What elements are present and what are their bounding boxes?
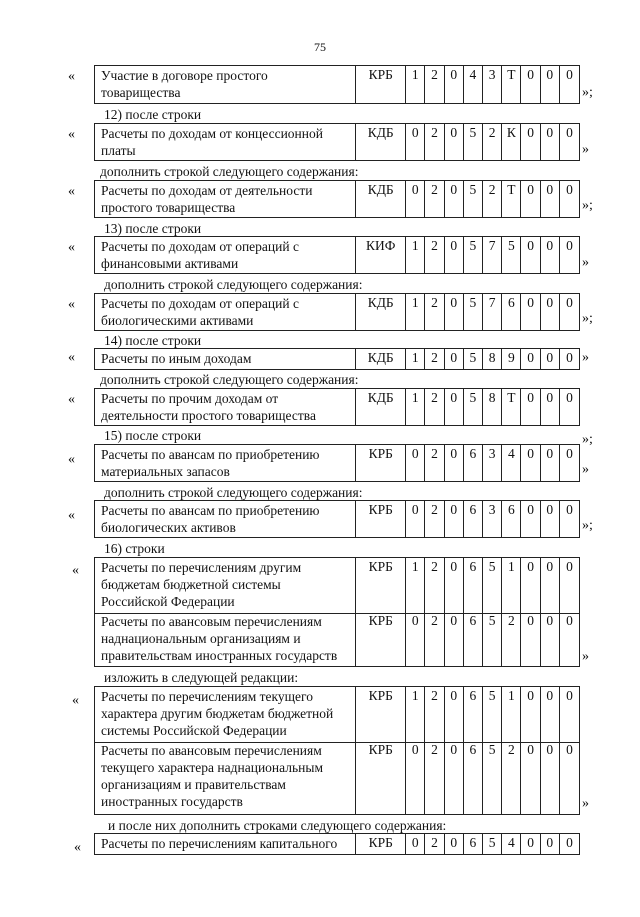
open-quote: « [68,392,75,407]
row-description: Расчеты по прочим доходам от деятельности простого товарищества [95,389,356,425]
table-row [94,180,580,218]
code-digit: 0 [445,612,464,666]
open-quote: « [68,508,75,523]
code-digit: 5 [464,124,483,160]
code-digit: 4 [464,66,483,103]
close-quote: »; [582,432,593,447]
instruction-line: и после них дополнить строками следующего содержания: [108,818,447,833]
code-digit: 0 [566,390,573,405]
code-digit: 6 [464,687,483,742]
code-digit: 0 [521,834,540,854]
code-digit: 0 [541,66,560,103]
code-digit: 0 [445,687,464,742]
row-code: КДБ [356,124,406,160]
instruction-line: 14) после строки [104,333,202,348]
code-digit: 3 [483,501,502,537]
code-digit: 2 [502,741,521,814]
code-digit: 0 [541,501,560,537]
close-quote: » [582,142,589,157]
code-digit: 5 [483,558,502,613]
instruction-line: 13) после строки [104,221,202,236]
row-description: Расчеты по перечислениям текущего характера другим бюджетам бюджетной системы Российской Федерации [95,687,356,742]
code-digit: 0 [445,445,464,481]
code-digit: 2 [425,349,444,369]
table-row [94,293,580,331]
code-digit: 0 [406,834,425,854]
row-description: Расчеты по доходам от концессионной платы [95,124,356,160]
code-digit: 2 [425,66,444,103]
close-quote: »; [582,311,593,326]
code-digit: 0 [541,181,560,217]
close-quote: » [582,796,589,811]
code-digit: 0 [541,445,560,481]
open-quote: « [68,184,75,199]
code-digit: 0 [521,687,540,742]
code-digit: 6 [464,741,483,814]
row-description: Расчеты по авансовым перечислениям наднациональным организациям и правительствам иностранных государств [95,612,356,666]
row-code: КРБ [356,834,406,854]
code-digit: 6 [464,558,483,613]
close-quote: »; [582,85,593,100]
code-digit: 2 [425,389,444,425]
row-code: КДБ [356,389,406,425]
code-digit: 0 [566,688,573,703]
code-digit: 0 [445,389,464,425]
code-digit: Т [502,181,521,217]
code-digit: 2 [425,501,444,537]
code-digit: 2 [425,294,444,330]
code-digit: 2 [425,237,444,273]
code-digit: 0 [541,558,560,613]
code-digit: 0 [406,741,425,814]
code-digit: 0 [406,501,425,537]
table-row [94,388,580,426]
code-digit: 0 [541,687,560,742]
code-digit: 1 [406,237,425,273]
code-digit: 0 [541,124,560,160]
instruction-line: 15) после строки [104,428,202,443]
code-digit: 1 [406,389,425,425]
code-digit: 0 [566,559,573,574]
code-digit: 1 [406,687,425,742]
row-description: Расчеты по перечислениям другим бюджетам бюджетной системы Российской Федерации [95,558,356,613]
code-digit: 6 [464,612,483,666]
code-digit: 0 [521,349,540,369]
code-digit: 0 [521,741,540,814]
code-digit: 2 [502,612,521,666]
row-description: Расчеты по доходам от операций с биологическими активами [95,294,356,330]
open-quote: « [68,350,75,365]
code-digit: 4 [502,445,521,481]
code-digit: 0 [541,294,560,330]
row-code: КРБ [356,741,406,814]
code-digit: 0 [445,294,464,330]
code-digit: 2 [425,612,444,666]
code-digit: 2 [425,558,444,613]
code-digit: 9 [502,349,521,369]
code-digit: 0 [566,295,573,310]
code-digit: 2 [425,445,444,481]
instruction-line: дополнить строкой следующего содержания: [104,277,363,292]
code-digit: 1 [406,349,425,369]
code-digit: 0 [541,612,560,666]
code-digit: 0 [541,834,560,854]
code-digit: 2 [483,181,502,217]
code-digit: 5 [464,181,483,217]
page-number: 75 [314,40,326,54]
close-quote: » [582,649,589,664]
table-row [94,741,580,815]
code-digit: 1 [502,687,521,742]
code-digit: 0 [566,125,573,140]
code-digit: 1 [406,294,425,330]
row-code: КРБ [356,445,406,481]
instruction-line: 12) после строки [104,107,202,122]
code-digit: 0 [445,741,464,814]
code-digit: 0 [541,741,560,814]
code-digit: 0 [541,349,560,369]
row-description: Расчеты по перечислениям капитального [95,834,356,854]
row-code: КИФ [356,237,406,273]
code-digit: 5 [483,612,502,666]
row-code: КДБ [356,181,406,217]
code-digit: 6 [502,294,521,330]
code-digit: 2 [425,124,444,160]
row-code: КРБ [356,687,406,742]
code-digit: 5 [502,237,521,273]
code-digit: 0 [566,835,573,850]
code-digit: 7 [483,294,502,330]
code-digit: 0 [445,558,464,613]
instruction-line: изложить в следующей редакции: [104,670,299,685]
instruction-line: дополнить строкой следующего содержания: [104,485,363,500]
close-quote: » [582,255,589,270]
code-digit: 4 [502,834,521,854]
code-digit: 5 [464,237,483,273]
row-description: Расчеты по авансовым перечислениям текущего характера наднациональным организациям и правительствам иностранных государств [95,741,356,814]
row-code: КДБ [356,349,406,369]
code-digit: 6 [502,501,521,537]
code-digit: 0 [566,67,573,82]
code-digit: 0 [521,66,540,103]
code-digit: 0 [445,237,464,273]
code-digit: Т [502,389,521,425]
code-digit: 0 [566,238,573,253]
instruction-line: дополнить строкой следующего содержания: [100,372,359,387]
open-quote: « [68,69,75,84]
code-digit: 3 [483,66,502,103]
code-digit: 0 [541,389,560,425]
code-digit: 0 [521,612,540,666]
code-digit: 0 [521,558,540,613]
table-row [94,612,580,667]
code-digit: 0 [445,66,464,103]
code-digit: 8 [483,389,502,425]
table-row [94,833,580,855]
instruction-line: дополнить строкой следующего содержания: [100,164,359,179]
table-row [94,686,580,743]
code-digit: 0 [406,181,425,217]
code-digit: 0 [566,502,573,517]
table-row [94,123,580,161]
code-digit: 0 [406,612,425,666]
code-digit: 2 [425,181,444,217]
code-digit: 5 [464,349,483,369]
row-code: КРБ [356,612,406,666]
table-row [94,444,580,482]
row-description: Расчеты по авансам по приобретению биологических активов [95,501,356,537]
code-digit: 0 [445,181,464,217]
code-digit: 5 [464,389,483,425]
close-quote: » [582,350,589,365]
code-digit: 0 [521,237,540,273]
table-row [94,557,580,614]
code-digit: К [502,124,521,160]
row-description: Участие в договоре простого товарищества [95,66,356,103]
code-digit: 5 [483,687,502,742]
code-digit: 7 [483,237,502,273]
code-digit: 0 [521,445,540,481]
row-code: КРБ [356,66,406,103]
code-digit: 5 [464,294,483,330]
code-digit: 8 [483,349,502,369]
code-digit: 0 [541,237,560,273]
open-quote: « [68,297,75,312]
code-digit: 0 [406,124,425,160]
code-digit: 0 [566,446,573,461]
code-digit: 6 [464,445,483,481]
row-description: Расчеты по доходам от операций с финансовыми активами [95,237,356,273]
open-quote: « [68,127,75,142]
code-digit: 0 [521,389,540,425]
row-description: Расчеты по авансам по приобретению материальных запасов [95,445,356,481]
code-digit: 0 [445,349,464,369]
open-quote: « [72,693,79,708]
open-quote: « [72,563,79,578]
row-code: КРБ [356,558,406,613]
table-row [94,500,580,538]
code-digit: 0 [445,501,464,537]
row-description: Расчеты по иным доходам [95,349,356,369]
open-quote: « [74,840,81,855]
close-quote: »; [582,518,593,533]
code-digit: 2 [483,124,502,160]
code-digit: 0 [406,445,425,481]
code-digit: 2 [425,741,444,814]
close-quote: » [582,462,589,477]
code-digit: 1 [406,66,425,103]
code-digit: 6 [464,501,483,537]
row-code: КРБ [356,501,406,537]
code-digit: 1 [406,558,425,613]
code-digit: 2 [425,834,444,854]
code-digit: 0 [521,294,540,330]
code-digit: 0 [566,182,573,197]
code-digit: 0 [445,124,464,160]
code-digit: Т [502,66,521,103]
code-digit: 2 [425,687,444,742]
code-digit: 0 [521,124,540,160]
code-digit: 0 [521,181,540,217]
code-digit: 6 [464,834,483,854]
row-description: Расчеты по доходам от деятельности простого товарищества [95,181,356,217]
code-digit: 0 [566,742,573,757]
code-digit: 0 [445,834,464,854]
open-quote: « [68,452,75,467]
close-quote: »; [582,198,593,213]
code-digit: 1 [502,558,521,613]
instruction-line: 16) строки [104,541,165,556]
table-row [94,65,580,104]
code-digit: 0 [566,350,573,365]
table-row [94,348,580,370]
table-row [94,236,580,274]
code-digit: 0 [521,501,540,537]
code-digit: 3 [483,445,502,481]
code-digit: 0 [566,613,573,628]
open-quote: « [68,240,75,255]
code-digit: 5 [483,834,502,854]
row-code: КДБ [356,294,406,330]
code-digit: 5 [483,741,502,814]
